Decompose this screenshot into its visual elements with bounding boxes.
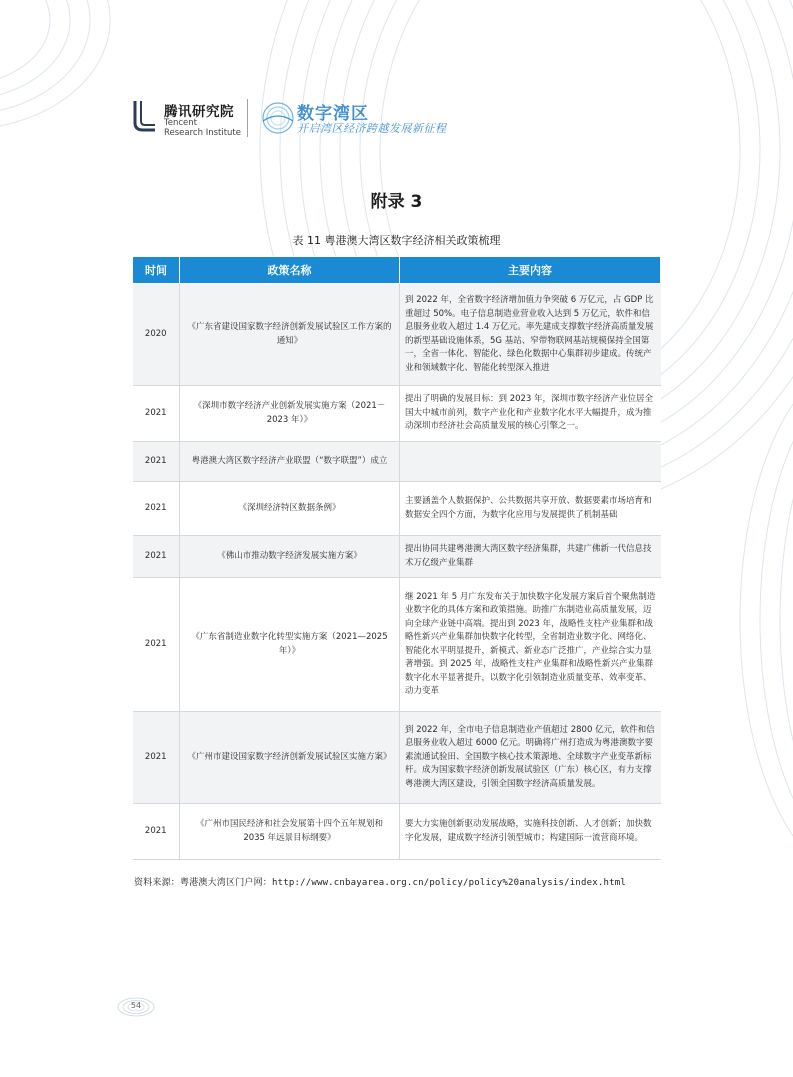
year-cell: 2021 (133, 712, 180, 804)
table-caption: 表 11 粤港澳大湾区数字经济相关政策梳理 (292, 234, 501, 247)
year-cell: 2021 (133, 442, 180, 482)
table-row (133, 804, 661, 860)
table-header-row (133, 257, 661, 284)
policy-table (132, 256, 661, 860)
content-cell: 到 2022 年，全市电子信息制造业产值超过 2800 亿元，软件和信息服务业收入超过 6000 亿元。明确将广州打造成为粤港澳数字要素流通试验田、全国数字核心技术策源地、全球数字产业变革新标杆。成为国家数字经济创新发展试验区（广东）核心区，有力支撑粤港澳大湾区建设，引领全国数字经济高质量发展。 (400, 712, 661, 804)
policy-name-cell: 粤港澳大湾区数字经济产业联盟（“数字联盟”）成立 (180, 442, 400, 482)
table-row (133, 578, 661, 712)
policy-name-cell: 《佛山市推动数字经济发展实施方案》 (180, 536, 400, 578)
table-row (133, 482, 661, 536)
table-row (133, 284, 661, 386)
policy-name-cell: 《广州市建设国家数字经济创新发展试验区实施方案》 (180, 712, 400, 804)
table-row (133, 712, 661, 804)
column-header-content: 主要内容 (400, 257, 661, 284)
column-header-policy-name: 政策名称 (180, 257, 400, 284)
year-cell: 2021 (133, 386, 180, 442)
bay-swirl-icon (261, 101, 295, 135)
content-cell: 继 2021 年 5 月广东发布关于加快数字化发展方案后首个聚焦制造业数字化的具体方案和政策措施。助推广东制造业高质量发展，迈向全球产业链中高端。提出到 2023 年，战略性支柱产业集群和战略性新兴产业集群加快数字化转型，全省制造业数字化、网络化、智能化水平明显提升，新模式、新业态广泛推广，产业综合实力显著增强。到 2025 年，战略性支柱产业集群和战略性新兴产业集群数字化水平显著提升，以数字化引领制造业质量变革、效率变革、动力变革 (400, 578, 661, 712)
table-row (133, 442, 661, 482)
policy-name-cell: 《广东省制造业数字化转型实施方案（2021—2025 年）》 (180, 578, 400, 712)
policy-name-cell: 《广东省建设国家数字经济创新发展试验区工作方案的通知》 (180, 284, 400, 386)
org-name-cn: 腾讯研究院 (164, 104, 234, 120)
page-number: 54 (130, 1001, 142, 1010)
header-divider (247, 99, 248, 137)
org-name-en-line2: Research Institute (164, 128, 241, 138)
year-cell: 2021 (133, 804, 180, 860)
year-cell: 2021 (133, 578, 180, 712)
table-row (133, 386, 661, 442)
content-cell: 到 2022 年，全省数字经济增加值力争突破 6 万亿元，占 GDP 比重超过 50%。电子信息制造业营业收入达到 5 万亿元，软件和信息服务业收入超过 1.4 万亿元。率先建成支撑数字经济高质量发展的新型基础设施体系，5G 基站、窄带物联网基站规模保持全国第一，全省一体化、智能化、绿色化数据中心集群初步建成。传统产业和领域数字化、智能化转型深入推进 (400, 284, 661, 386)
page-number-badge (116, 995, 156, 1019)
policy-name-cell: 《深圳市数字经济产业创新发展实施方案（2021－2023 年）》 (180, 386, 400, 442)
content-cell: 提出了明确的发展目标：到 2023 年，深圳市数字经济产业位居全国大中城市前列，数字产业化和产业数字化水平大幅提升，成为推动深圳市经济社会高质量发展的核心引擎之一。 (400, 386, 661, 442)
year-cell: 2021 (133, 482, 180, 536)
org-name-en-line1: Tencent (164, 118, 197, 128)
content-cell: 提出协同共建粤港澳大湾区数字经济集群，共建广佛新一代信息技术万亿级产业集群 (400, 536, 661, 578)
tencent-research-logo-icon (131, 99, 159, 133)
report-header (131, 97, 551, 145)
content-cell (400, 442, 661, 482)
content-cell: 要大力实施创新驱动发展战略，实施科技创新、人才创新；加快数字化发展，建成数字经济引领型城市；构建国际一流营商环境。 (400, 804, 661, 860)
source-note: 资料来源：粤港澳大湾区门户网：http://www.cnbayarea.org.cn/policy/policy%20analysis/index.html (134, 878, 626, 888)
policy-name-cell: 《深圳经济特区数据条例》 (180, 482, 400, 536)
appendix-title: 附录 3 (370, 192, 423, 212)
table-row (133, 536, 661, 578)
year-cell: 2021 (133, 536, 180, 578)
column-header-year: 时间 (133, 257, 180, 284)
report-title: 数字湾区 (297, 104, 369, 124)
report-subtitle: 开启湾区经济跨越发展新征程 (297, 122, 447, 135)
policy-name-cell: 《广州市国民经济和社会发展第十四个五年规划和 2035 年远景目标纲要》 (180, 804, 400, 860)
content-cell: 主要涵盖个人数据保护、公共数据共享开放、数据要素市场培育和数据安全四个方面，为数字化应用与发展提供了机制基础 (400, 482, 661, 536)
year-cell: 2020 (133, 284, 180, 386)
